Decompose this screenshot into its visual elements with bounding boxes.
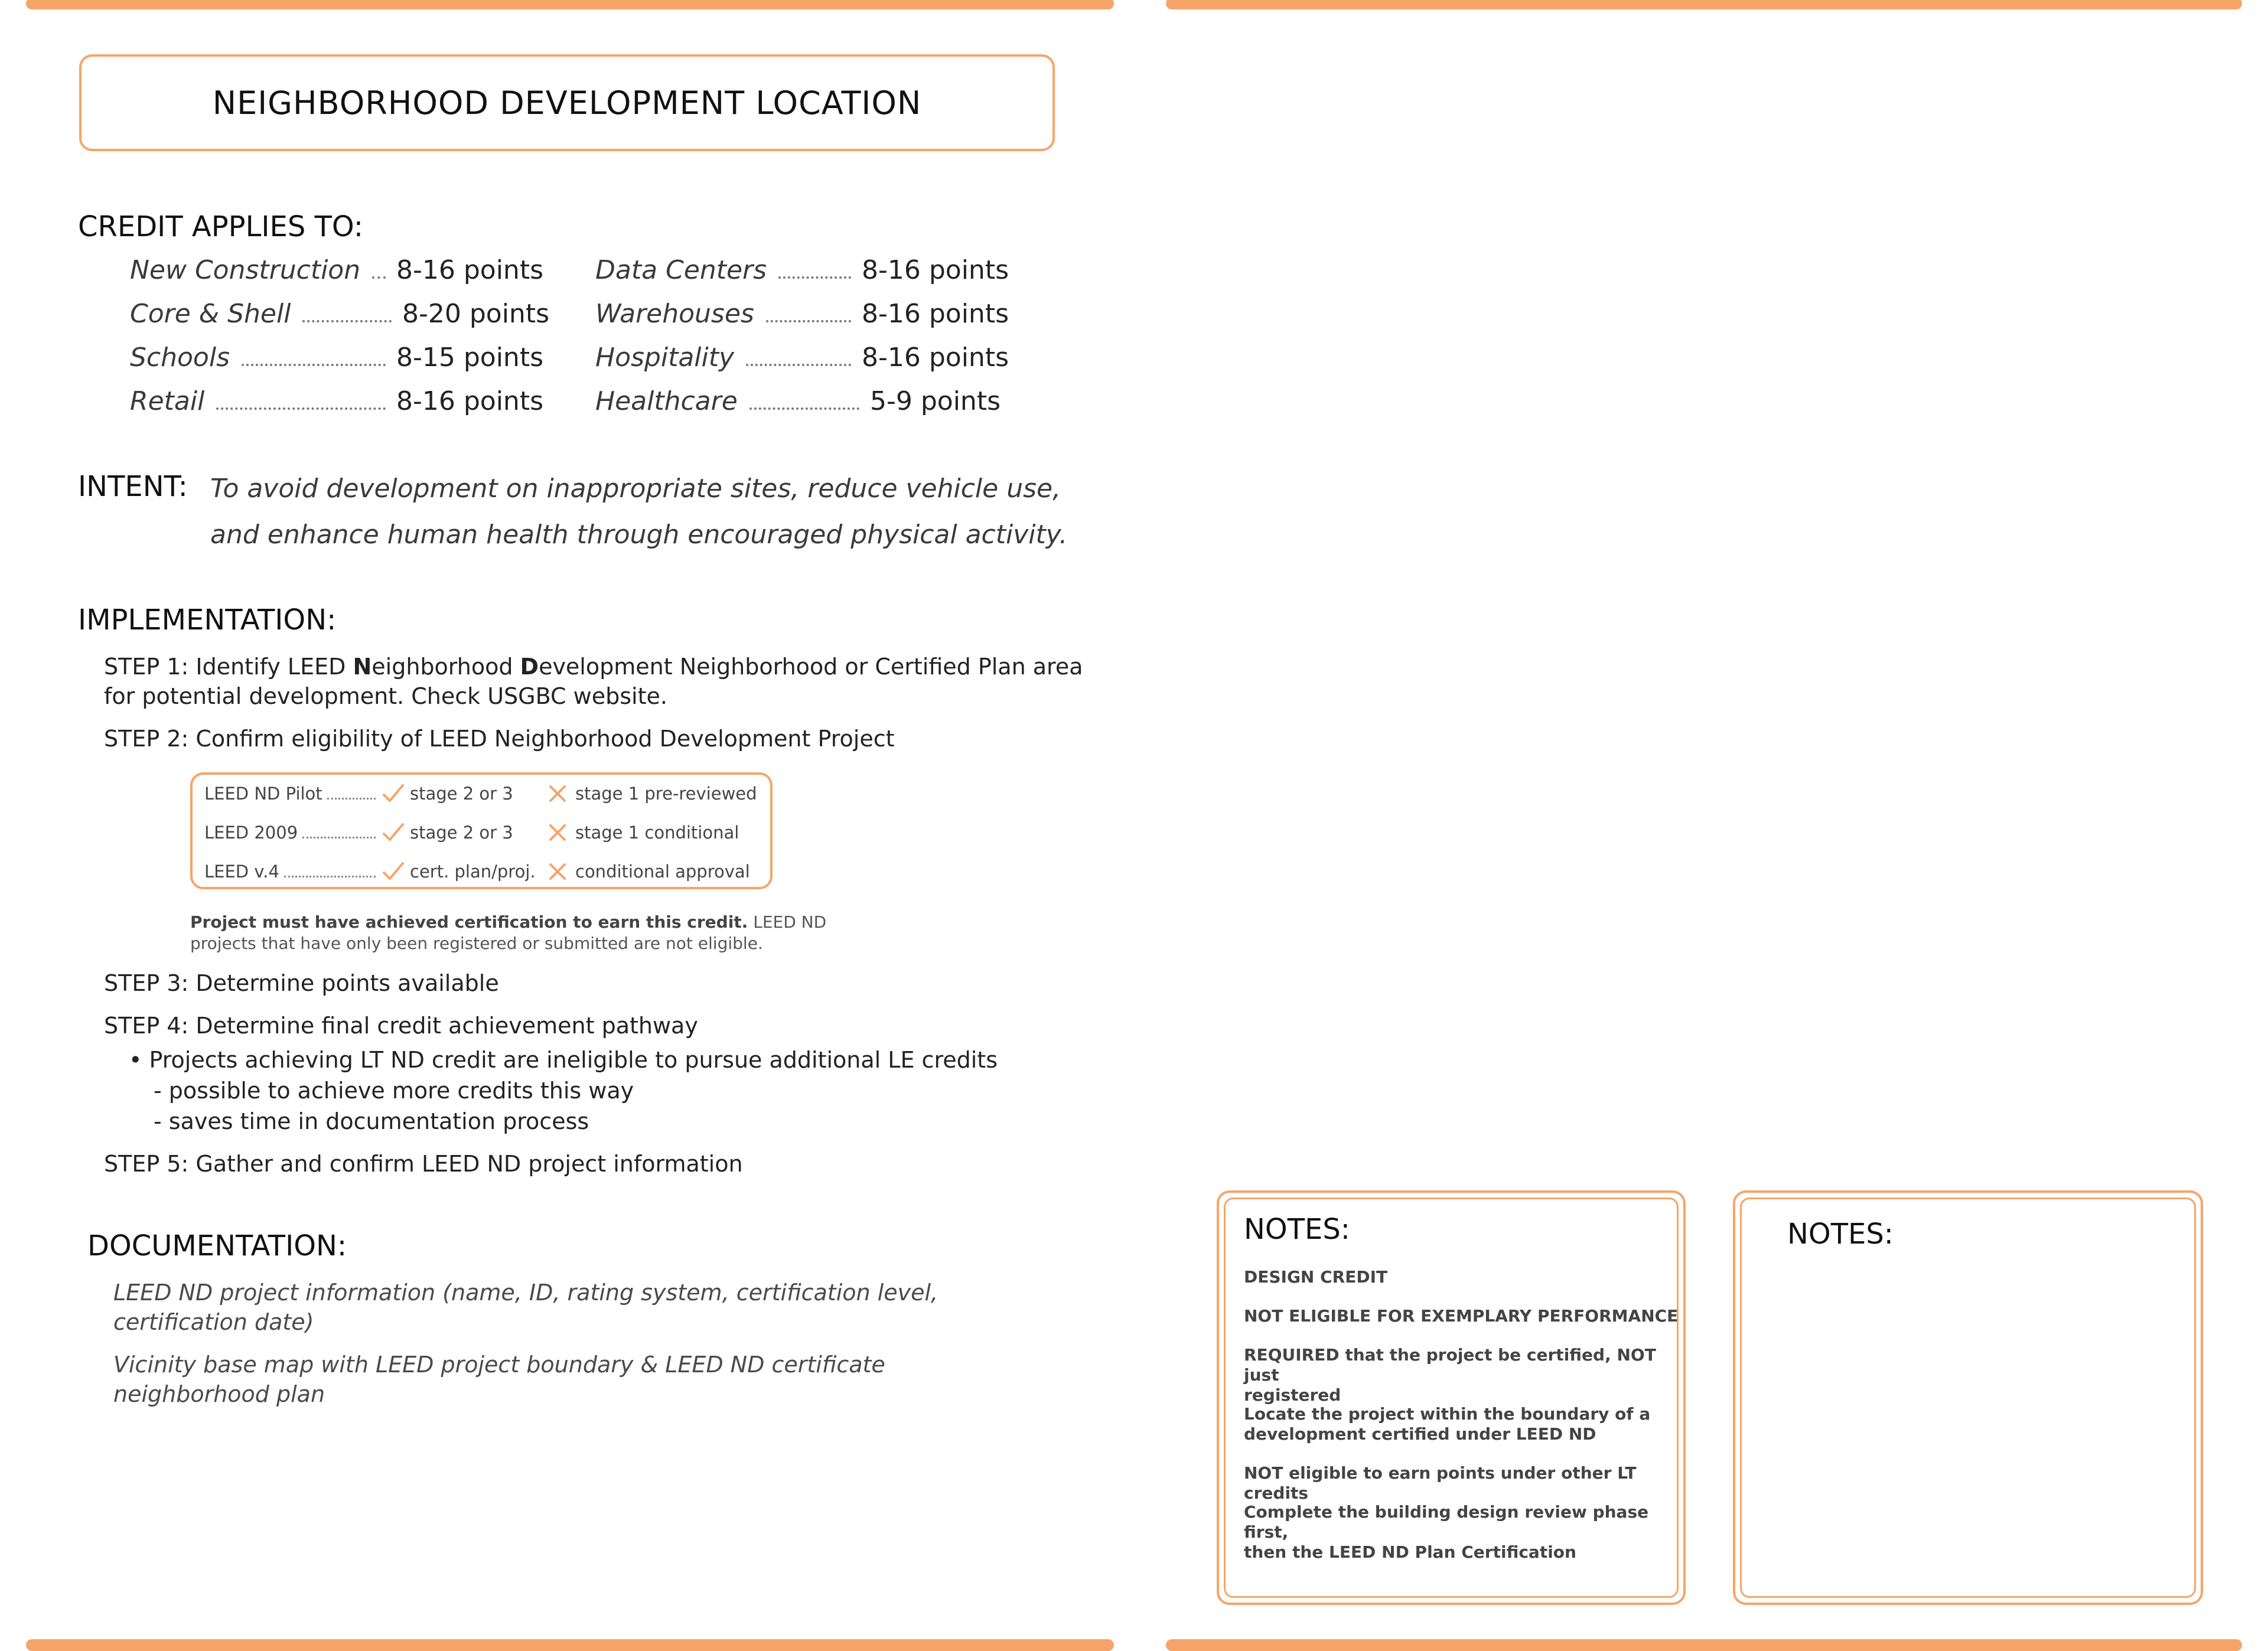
note-line: NOT eligible to earn points under other LT credits	[1244, 1463, 1637, 1503]
note-line: then the LEED ND Plan Certification	[1244, 1542, 1576, 1562]
credit-points: 8-16 points	[862, 342, 1009, 373]
eligibility-name: LEED v.4	[204, 862, 279, 882]
credit-points: 8-16 points	[862, 299, 1009, 329]
eligible-stage: stage 2 or 3	[410, 823, 513, 843]
credit-points: 5-9 points	[870, 386, 1001, 416]
leader-dots	[216, 407, 386, 410]
certification-note-line-2: projects that have only been registered or submitted are not eligible.	[190, 934, 763, 953]
step-1-line-2: for potential development. Check USGBC website.	[104, 683, 667, 709]
credit-row	[130, 255, 543, 285]
leader-dots	[750, 407, 859, 410]
credit-points: 8-16 points	[396, 255, 543, 285]
leader-dots	[766, 320, 851, 322]
note-item	[1244, 1502, 1681, 1562]
documentation-heading: DOCUMENTATION:	[87, 1229, 347, 1262]
credit-points: 8-16 points	[862, 255, 1009, 285]
eligibility-row	[204, 821, 739, 844]
credit-row	[595, 299, 1009, 329]
credit-row	[595, 255, 1009, 285]
leader-dots	[778, 276, 851, 279]
step-4-bullet: • Projects achieving LT ND credit are ineligible to pursue additional LE credits	[129, 1047, 998, 1073]
credit-row	[130, 299, 549, 329]
eligibility-table	[190, 772, 773, 889]
step-2: STEP 2: Confirm eligibility of LEED Neighborhood Development Project	[104, 726, 895, 752]
credit-row	[595, 386, 1001, 416]
note-line: Complete the building design review phase first,	[1244, 1502, 1649, 1542]
note-line: REQUIRED that the project be certified, NOT just	[1244, 1345, 1656, 1385]
leader-dots	[746, 364, 851, 366]
credit-name: New Construction	[130, 255, 361, 285]
check-icon	[382, 860, 405, 883]
top-bar-left	[26, 0, 1114, 9]
bottom-bar-left	[26, 1639, 1114, 1651]
intent-line-2: and enhance human health through encouraged physical activity.	[210, 520, 1068, 550]
intent-line-1: To avoid development on inappropriate sites, reduce vehicle use,	[210, 474, 1061, 504]
note-line: NOT ELIGIBLE FOR EXEMPLARY PERFORMANCE	[1244, 1306, 1679, 1326]
note-line: Locate the project within the boundary of a	[1244, 1404, 1651, 1424]
leader-dots	[327, 798, 376, 800]
credit-row	[130, 386, 543, 416]
credit-row	[595, 342, 1009, 373]
documentation-item	[113, 1278, 938, 1337]
eligibility-name: LEED 2009	[204, 823, 298, 843]
step-3: STEP 3: Determine points available	[104, 970, 499, 996]
x-icon	[546, 821, 569, 844]
leader-dots	[242, 364, 386, 366]
step-4: STEP 4: Determine final credit achievement pathway	[104, 1013, 698, 1039]
documentation-item-1-line-1: LEED ND project information (name, ID, rating system, certification level,	[113, 1280, 939, 1306]
credit-points: 8-20 points	[402, 299, 549, 329]
leader-dots	[372, 276, 386, 279]
note-item	[1244, 1345, 1681, 1405]
eligibility-row	[204, 860, 750, 883]
eligible-stage: stage 2 or 3	[410, 784, 513, 804]
documentation-item-2-line-1: Vicinity base map with LEED project boundary & LEED ND certificate	[113, 1352, 885, 1378]
credit-applies-heading: CREDIT APPLIES TO:	[78, 210, 363, 243]
certification-note-rest: LEED ND	[748, 912, 827, 932]
step-1	[104, 652, 1083, 681]
step-1-text-c: evelopment Neighborhood or Certified Plan area	[539, 654, 1083, 680]
certification-note-bold: Project must have achieved certification to earn this credit.	[190, 912, 748, 932]
check-icon	[382, 821, 405, 844]
documentation-item-2-line-2: neighborhood plan	[113, 1381, 325, 1407]
notes-box-right	[1733, 1190, 2203, 1605]
ineligible-stage: stage 1 pre-reviewed	[575, 784, 757, 804]
page-title: NEIGHBORHOOD DEVELOPMENT LOCATION	[212, 84, 922, 122]
x-icon	[546, 860, 569, 883]
ineligible-stage: conditional approval	[575, 862, 750, 882]
step-1-text-a: STEP 1: Identify LEED	[104, 654, 353, 680]
note-item	[1244, 1267, 1681, 1287]
notes-heading-left: NOTES:	[1244, 1213, 1350, 1246]
credit-name: Healthcare	[595, 386, 738, 416]
page-title-box	[79, 54, 1055, 151]
step-4-sub-2: - saves time in documentation process	[154, 1108, 589, 1134]
documentation-item	[113, 1350, 885, 1409]
note-line: development certified under LEED ND	[1244, 1424, 1596, 1444]
leader-dots	[302, 320, 392, 322]
credit-name: Retail	[130, 386, 205, 416]
note-line: registered	[1244, 1385, 1341, 1405]
eligibility-name: LEED ND Pilot	[204, 784, 322, 804]
intent-label: INTENT:	[78, 470, 188, 503]
eligible-stage: cert. plan/proj.	[410, 862, 536, 882]
credit-points: 8-16 points	[396, 386, 543, 416]
credit-name: Core & Shell	[130, 299, 291, 329]
bottom-bar-right	[1166, 1639, 2242, 1651]
documentation-item-1-line-2: certification date)	[113, 1309, 314, 1335]
credit-name: Warehouses	[595, 299, 754, 329]
eligibility-row	[204, 782, 757, 805]
note-item	[1244, 1463, 1681, 1503]
step-5: STEP 5: Gather and confirm LEED ND project information	[104, 1151, 743, 1177]
credit-name: Data Centers	[595, 255, 767, 285]
check-icon	[382, 782, 405, 805]
note-line: DESIGN CREDIT	[1244, 1267, 1388, 1287]
step-1-bold-n: N	[353, 654, 372, 680]
step-1-text-b: eighborhood	[372, 654, 520, 680]
credit-name: Schools	[130, 342, 230, 373]
notes-heading-right: NOTES:	[1787, 1218, 1894, 1251]
step-4-sub-1: - possible to achieve more credits this way	[154, 1078, 634, 1104]
note-item	[1244, 1306, 1681, 1326]
note-item	[1244, 1404, 1681, 1444]
step-1-bold-d: D	[520, 654, 539, 680]
leader-dots	[284, 876, 376, 877]
credit-points: 8-15 points	[396, 342, 543, 373]
certification-note	[190, 912, 826, 954]
x-icon	[546, 782, 569, 805]
top-bar-right	[1166, 0, 2242, 9]
leader-dots	[302, 837, 376, 838]
implementation-heading: IMPLEMENTATION:	[78, 603, 337, 637]
credit-name: Hospitality	[595, 342, 735, 373]
credit-row	[130, 342, 543, 373]
ineligible-stage: stage 1 conditional	[575, 823, 739, 843]
